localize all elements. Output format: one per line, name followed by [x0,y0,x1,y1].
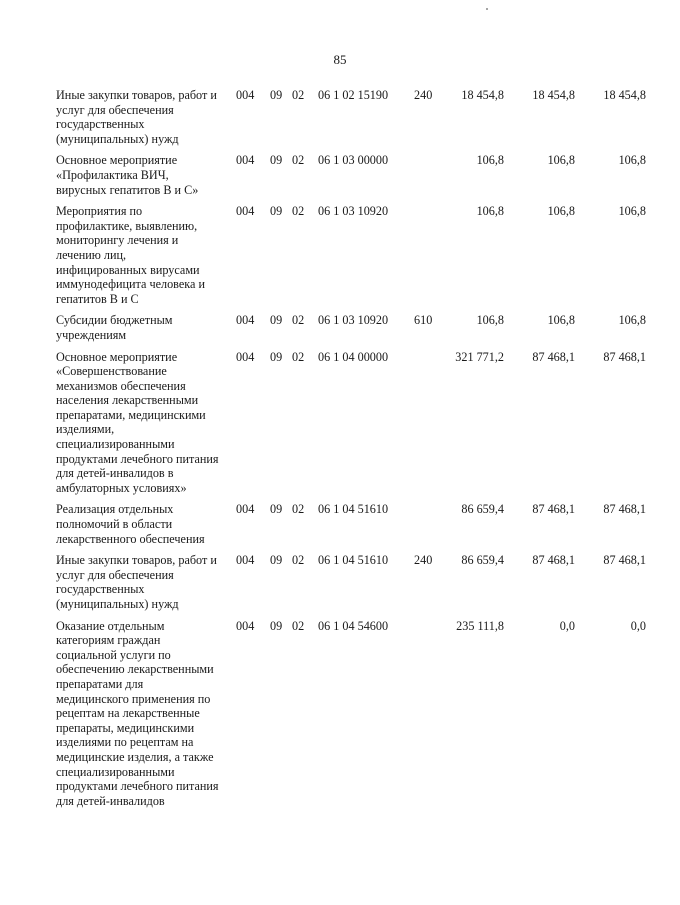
row-name [56,502,236,546]
admin-code: 004 [236,618,255,633]
row-name [56,553,236,611]
row-name-line: Мероприятия по [56,204,143,219]
admin-code: 004 [236,88,255,102]
admin-code: 004 [236,204,255,219]
subsection-code: 02 [292,88,305,102]
row-name-line: полномочий в области [56,517,173,532]
row-name-line: лечению лиц, [56,247,127,262]
amount-year-2: 106,8 [547,204,575,219]
amount-year-3: 106,8 [618,313,646,328]
row-name-line: Иные закупки товаров, работ и [56,88,217,102]
amount-year-1: 235 111,8 [456,618,504,633]
subsection-code: 02 [292,153,305,168]
amount-year-1: 86 659,4 [461,553,504,568]
amount-year-1: 106,8 [476,313,504,328]
row-name [56,153,236,197]
row-name [56,204,236,306]
row-name [56,350,236,496]
row-name-line: (муниципальных) нужд [56,597,179,611]
amount-year-2: 106,8 [547,153,575,168]
amount-year-1: 18 454,8 [461,88,504,102]
row-name-line: профилактике, выявлению, [56,218,198,233]
row-name-line: для детей-инвалидов [56,793,165,808]
row-name-line: Реализация отдельных [56,502,174,517]
row-name-line: инфицированных вирусами [56,262,200,277]
section-code: 09 [270,88,283,102]
target-article: 06 1 02 15190 [318,88,389,102]
amount-year-1: 321 771,2 [455,349,504,364]
table-row [56,553,646,611]
section-code: 09 [270,153,283,168]
target-article: 06 1 04 51610 [318,553,389,568]
table-row [56,618,646,809]
target-article: 06 1 03 10920 [318,204,389,219]
amount-year-1: 86 659,4 [461,502,504,517]
section-code: 09 [270,349,283,364]
row-name-line: «Профилактика ВИЧ, [56,167,169,182]
row-name-line: Оказание отдельным [56,618,165,633]
amount-year-3: 106,8 [618,153,646,168]
subsection-code: 02 [292,618,305,633]
row-name-line: населения лекарственными [56,393,199,408]
row-name-line: изделиями по рецептам на [56,735,194,750]
amount-year-3: 106,8 [618,204,646,219]
target-article: 06 1 04 00000 [318,349,389,364]
subsection-code: 02 [292,553,305,568]
row-name-line: «Совершенствование [56,364,167,379]
row-name-line: амбулаторных условиях» [56,480,187,495]
row-name-line: Основное мероприятие [56,153,178,168]
row-name [56,619,236,809]
amount-year-3: 0,0 [630,618,646,633]
section-code: 09 [270,553,283,568]
row-name-line: механизмов обеспечения [56,378,186,393]
row-name-line: обеспечению лекарственными [56,662,214,677]
row-name-line: изделиями, [56,422,115,437]
admin-code: 004 [236,553,255,568]
row-name-line: препаратами для [56,676,144,691]
row-name-line: гепатитов В и С [56,291,139,306]
row-name-line: Иные закупки товаров, работ и [56,553,217,568]
row-name-line: иммунодефицита человека и [56,277,205,292]
amount-year-2: 18 454,8 [532,88,575,102]
row-name-line: категориям граждан [56,633,161,648]
table-row [56,313,646,342]
target-article: 06 1 03 00000 [318,153,389,168]
target-article: 06 1 04 54600 [318,618,389,633]
row-name-line: мониторингу лечения и [56,233,179,248]
row-name-line: препараты, медицинскими [56,720,195,735]
expense-kind: 610 [414,313,433,328]
section-code: 09 [270,618,283,633]
amount-year-1: 106,8 [476,204,504,219]
expense-kind: 240 [414,553,433,568]
amount-year-2: 106,8 [547,313,575,328]
amount-year-1: 106,8 [476,153,504,168]
row-name-line: услуг для обеспечения [56,567,174,582]
table-row [56,204,646,306]
row-name-line: услуг для обеспечения [56,102,174,117]
row-name-line: Основное мероприятие [56,349,178,364]
row-name-line: Субсидии бюджетным [56,313,173,328]
expense-kind: 240 [414,88,433,102]
row-name-line: продуктами лечебного питания [56,779,219,794]
section-code: 09 [270,204,283,219]
target-article: 06 1 04 51610 [318,502,389,517]
section-code: 09 [270,313,283,328]
row-name-line: учреждениям [56,327,127,342]
subsection-code: 02 [292,349,305,364]
row-name-line: (муниципальных) нужд [56,131,179,146]
row-name-line: специализированными [56,764,175,779]
amount-year-3: 87 468,1 [603,553,646,568]
row-name-line: социальной услуги по [56,647,171,662]
admin-code: 004 [236,153,255,168]
amount-year-2: 0,0 [559,618,575,633]
row-name-line: продуктами лечебного питания [56,451,219,466]
amount-year-2: 87 468,1 [532,349,575,364]
table-row [56,153,646,197]
table-row [56,88,646,146]
row-name-line: лекарственного обеспечения [56,531,205,546]
amount-year-2: 87 468,1 [532,553,575,568]
admin-code: 004 [236,349,255,364]
subsection-code: 02 [292,204,305,219]
section-code: 09 [270,502,283,517]
subsection-code: 02 [292,313,305,328]
page-number: 85 [333,52,347,67]
amount-year-2: 87 468,1 [532,502,575,517]
row-name-line: медицинского применения по [56,691,211,706]
table-row [56,502,646,546]
table-row [56,349,646,496]
amount-year-3: 18 454,8 [603,88,646,102]
scan-speck [486,8,488,10]
admin-code: 004 [236,502,255,517]
target-article: 06 1 03 10920 [318,313,389,328]
row-name-line: для детей-инвалидов в [56,466,174,481]
row-name-line: государственных [56,582,145,597]
amount-year-3: 87 468,1 [603,349,646,364]
row-name [56,313,236,342]
row-name-line: рецептам на лекарственные [56,706,200,721]
subsection-code: 02 [292,502,305,517]
amount-year-3: 87 468,1 [603,502,646,517]
row-name-line: вирусных гепатитов В и С» [56,182,199,197]
row-name-line: препаратами, медицинскими [56,407,206,422]
row-name-line: государственных [56,117,145,132]
row-name-line: специализированными [56,437,175,452]
row-name [56,88,236,146]
row-name-line: медицинские изделия, а также [56,749,214,764]
budget-table [56,88,646,815]
admin-code: 004 [236,313,255,328]
